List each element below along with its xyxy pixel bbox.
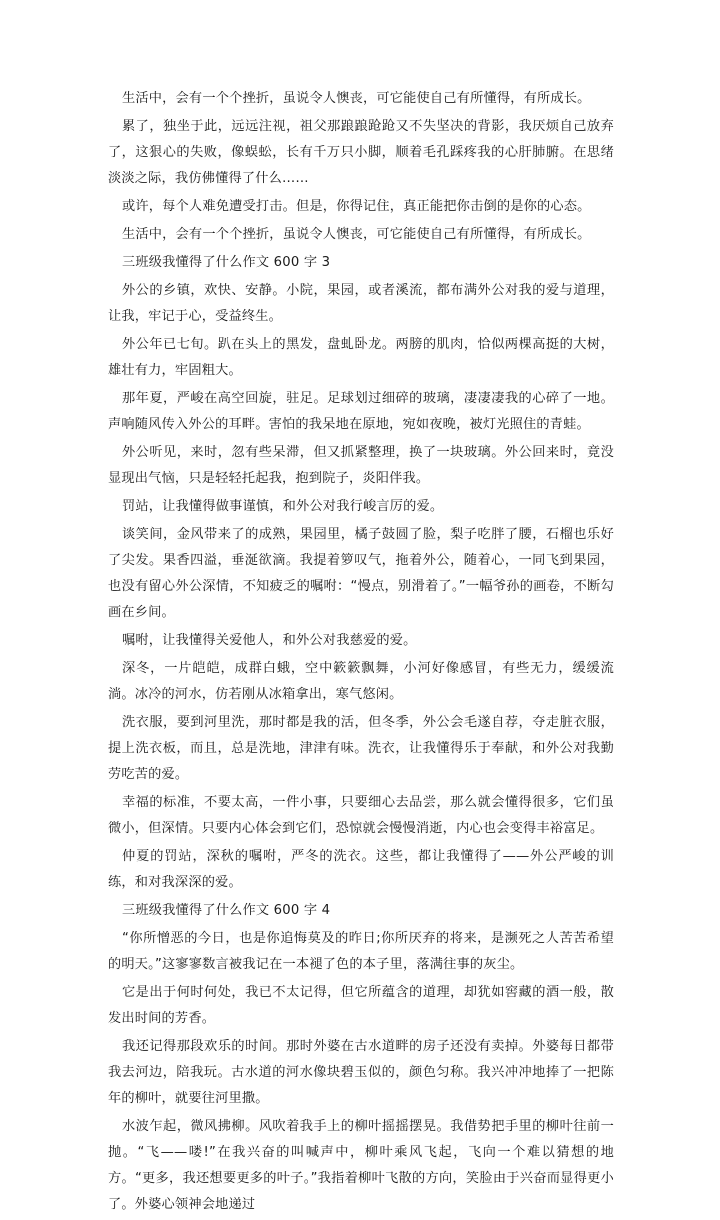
paragraph-13: 洗衣服，要到河里洗，那时都是我的活，但冬季，外公会毛遂自荐，夺走脏衣服，提上洗衣板，而且，总是洗地，津津有味。洗衣，让我懂得乐于奉献，和外公对我勤劳吃苦的爱。 bbox=[108, 715, 614, 782]
paragraph-4: 生活中，会有一个个挫折，虽说令人懊丧，可它能使自己有所懂得，有所成长。 bbox=[122, 227, 591, 242]
document-body bbox=[108, 86, 614, 1220]
paragraph-18: 我还记得那段欢乐的时间。那时外婆在古水道畔的房子还没有卖掉。外婆每日都带我去河边，陪我玩。古水道的河水像块碧玉似的，颜色匀称。我兴冲冲地捧了一把陈年的柳叶，就要往河里撒。 bbox=[108, 1039, 614, 1106]
paragraph-7: 那年夏，严峻在高空回旋，驻足。足球划过细碎的玻璃，凄凄凄我的心碎了一地。声响随风传入外公的耳畔。害怕的我呆地在原地，宛如夜晚，被灯光照住的青蛙。 bbox=[108, 391, 614, 432]
paragraph-15: 仲夏的罚站，深秋的嘱咐，严冬的洗衣。这些，都让我懂得了——外公严峻的训练，和对我深深的爱。 bbox=[108, 849, 614, 890]
paragraph-5: 外公的乡镇，欢快、安静。小院，果园，或者溪流，都布满外公对我的爱与道理，让我，牢记于心，受益终生。 bbox=[108, 283, 614, 324]
paragraph-14: 幸福的标准，不要太高，一件小事，只要细心去品尝，那么就会懂得很多，它们虽微小，但深情。只要内心体会到它们，恐惊就会慢慢消逝，内心也会变得丰裕富足。 bbox=[108, 795, 614, 836]
paragraph-3: 或许，每个人难免遭受打击。但是，你得记住，真正能把你击倒的是你的心态。 bbox=[122, 199, 591, 214]
paragraph-8: 外公听见，来时，忽有些呆滞，但又抓紧整理，换了一块玻璃。外公回来时，竟没显现出气恼，只是轻轻托起我，抱到院子，炎阳伴我。 bbox=[108, 445, 614, 486]
section-heading-4: 三班级我懂得了什么作文 600 字 4 bbox=[122, 903, 331, 918]
paragraph-1: 生活中，会有一个个挫折，虽说令人懊丧，可它能使自己有所懂得，有所成长。 bbox=[122, 91, 591, 106]
paragraph-2: 累了，独坐于此，远远注视，祖父那踉踉跄跄又不失坚决的背影，我厌烦自己放弃了，这狠心的失败，像蜈蚣，长有千万只小脚，顺着毛孔踩疼我的心肝肺腑。在思绪淡淡之际，我仿佛懂得了什么…… bbox=[108, 119, 614, 186]
section-heading-3: 三班级我懂得了什么作文 600 字 3 bbox=[122, 255, 331, 270]
paragraph-16: “你所憎恶的今日，也是你追悔莫及的昨日;你所厌弃的将来，是濒死之人苦苦希望的明天。”这寥寥数言被我记在一本褪了色的本子里，落满往事的灰尘。 bbox=[108, 931, 614, 972]
paragraph-19: 水波乍起，微风拂柳。风吹着我手上的柳叶摇摇摆晃。我借势把手里的柳叶往前一抛。“飞——喽!”在我兴奋的叫喊声中，柳叶乘风飞起，飞向一个难以猜想的地方。“更多，我还想要更多的叶子。”我指着柳叶飞散的方向，笑脸由于兴奋而显得更小了。外婆心领神会地递过 bbox=[108, 1119, 614, 1212]
paragraph-12: 深冬，一片皑皑，成群白蛾，空中簌簌飘舞，小河好像感冒，有些无力，缓缓流淌。冰冷的河水，仿若刚从冰箱拿出，寒气悠闲。 bbox=[108, 661, 614, 702]
paragraph-10: 谈笑间，金风带来了的成熟，果园里，橘子鼓圆了脸，梨子吃胖了腰，石榴也乐好了尖发。果香四溢，垂涎欲滴。我提着箩叹气，拖着外公，随着心，一同飞到果园，也没有留心外公深情，不知疲乏的嘱咐：“慢点，别滑着了。”一幅爷孙的画卷，不断勾画在乡间。 bbox=[108, 527, 614, 620]
paragraph-17: 它是出于何时何处，我已不太记得，但它所蕴含的道理，却犹如窖藏的酒一般，散发出时间的芳香。 bbox=[108, 985, 614, 1026]
paragraph-9: 罚站，让我懂得做事谨慎，和外公对我行峻言厉的爱。 bbox=[122, 499, 444, 514]
paragraph-6: 外公年已七旬。趴在头上的黑发，盘虬卧龙。两膀的肌肉，恰似两棵高挺的大树，雄壮有力，牢固粗大。 bbox=[108, 337, 614, 378]
paragraph-11: 嘱咐，让我懂得关爱他人，和外公对我慈爱的爱。 bbox=[122, 633, 417, 648]
